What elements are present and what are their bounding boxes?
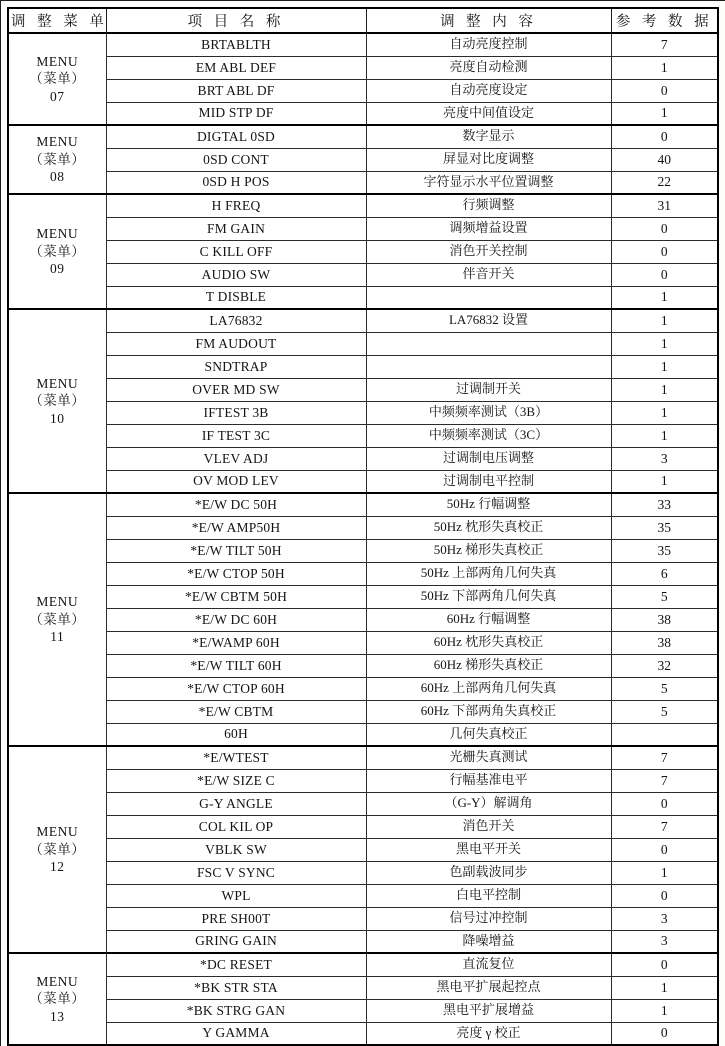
value-cell: 5 bbox=[611, 677, 718, 700]
value-cell: 0 bbox=[611, 79, 718, 102]
content-cell: 调频增益设置 bbox=[366, 217, 611, 240]
item-cell: Y GAMMA bbox=[106, 1022, 366, 1045]
menu-group-label-line: MENU bbox=[36, 594, 79, 610]
value-cell: 3 bbox=[611, 447, 718, 470]
table-row bbox=[8, 677, 718, 700]
value-cell: 33 bbox=[611, 493, 718, 516]
menu-group-label-line: 07 bbox=[50, 88, 65, 104]
content-cell: 黑电平扩展起控点 bbox=[366, 976, 611, 999]
table-row bbox=[8, 654, 718, 677]
value-cell: 1 bbox=[611, 56, 718, 79]
content-cell: 行幅基准电平 bbox=[366, 769, 611, 792]
item-cell: EM ABL DEF bbox=[106, 56, 366, 79]
content-cell: 屏显对比度调整 bbox=[366, 148, 611, 171]
value-cell: 0 bbox=[611, 884, 718, 907]
table-row bbox=[8, 1022, 718, 1045]
value-cell: 1 bbox=[611, 286, 718, 309]
adjustment-menu-table bbox=[7, 7, 719, 1046]
content-cell: 过调制开关 bbox=[366, 378, 611, 401]
table-row bbox=[8, 976, 718, 999]
table-header bbox=[8, 8, 718, 33]
table-row bbox=[8, 539, 718, 562]
table-row bbox=[8, 470, 718, 493]
scan-edge-left-line bbox=[0, 0, 1, 1046]
content-cell: 信号过冲控制 bbox=[366, 907, 611, 930]
value-cell: 0 bbox=[611, 792, 718, 815]
menu-group-cell bbox=[8, 309, 106, 493]
table-row bbox=[8, 815, 718, 838]
menu-group-cell bbox=[8, 33, 106, 125]
item-cell: *BK STR STA bbox=[106, 976, 366, 999]
menu-group-label-line: MENU bbox=[36, 375, 79, 391]
menu-group-label-line: 08 bbox=[50, 169, 65, 185]
item-cell: PRE SH00T bbox=[106, 907, 366, 930]
content-cell: 亮度自动检测 bbox=[366, 56, 611, 79]
item-cell: *E/W CBTM bbox=[106, 700, 366, 723]
item-cell: IF TEST 3C bbox=[106, 424, 366, 447]
menu-group-label-line: MENU bbox=[36, 134, 79, 150]
menu-group-label-line: （菜单） bbox=[29, 393, 86, 409]
table-row bbox=[8, 332, 718, 355]
column-header-adjust-content: 调 整 内 容 bbox=[366, 8, 611, 33]
scan-edge-top-line bbox=[0, 0, 725, 1]
table-row bbox=[8, 930, 718, 953]
item-cell: 0SD H POS bbox=[106, 171, 366, 194]
table-row bbox=[8, 401, 718, 424]
item-cell: C KILL OFF bbox=[106, 240, 366, 263]
content-cell: 50Hz 梯形失真校正 bbox=[366, 539, 611, 562]
value-cell: 32 bbox=[611, 654, 718, 677]
table-row bbox=[8, 838, 718, 861]
item-cell: FM AUDOUT bbox=[106, 332, 366, 355]
content-cell: 60Hz 梯形失真校正 bbox=[366, 654, 611, 677]
content-cell: 60Hz 下部两角失真校正 bbox=[366, 700, 611, 723]
menu-group-cell bbox=[8, 746, 106, 953]
value-cell: 0 bbox=[611, 838, 718, 861]
value-cell: 0 bbox=[611, 240, 718, 263]
item-cell: *E/W CTOP 60H bbox=[106, 677, 366, 700]
item-cell: G-Y ANGLE bbox=[106, 792, 366, 815]
value-cell: 1 bbox=[611, 861, 718, 884]
content-cell: 光栅失真测试 bbox=[366, 746, 611, 769]
item-cell: 60H bbox=[106, 723, 366, 746]
menu-group-label-line: （菜单） bbox=[29, 611, 86, 627]
content-cell: 消色开关控制 bbox=[366, 240, 611, 263]
content-cell: （G-Y）解调角 bbox=[366, 792, 611, 815]
table-row bbox=[8, 861, 718, 884]
menu-group-label-line: （菜单） bbox=[29, 841, 86, 857]
table-row bbox=[8, 56, 718, 79]
content-cell: 数字显示 bbox=[366, 125, 611, 148]
item-cell: *E/W CBTM 50H bbox=[106, 585, 366, 608]
table-row bbox=[8, 424, 718, 447]
item-cell: LA76832 bbox=[106, 309, 366, 332]
item-cell: COL KIL OP bbox=[106, 815, 366, 838]
item-cell: BRTABLTH bbox=[106, 33, 366, 56]
value-cell: 40 bbox=[611, 148, 718, 171]
table-row bbox=[8, 608, 718, 631]
menu-group-cell bbox=[8, 194, 106, 309]
table-row bbox=[8, 102, 718, 125]
table-row bbox=[8, 907, 718, 930]
table-row bbox=[8, 378, 718, 401]
table-body bbox=[8, 33, 718, 1045]
content-cell: 60Hz 枕形失真校正 bbox=[366, 631, 611, 654]
content-cell: LA76832 设置 bbox=[366, 309, 611, 332]
table-row bbox=[8, 884, 718, 907]
table-row bbox=[8, 516, 718, 539]
column-header-reference-data: 参 考 数 据 bbox=[611, 8, 718, 33]
item-cell: *E/W CTOP 50H bbox=[106, 562, 366, 585]
header-row bbox=[8, 8, 718, 33]
menu-group-label-line: 10 bbox=[50, 410, 65, 426]
menu-group-label-line: MENU bbox=[36, 226, 79, 242]
item-cell: *E/WTEST bbox=[106, 746, 366, 769]
content-cell: 过调制电平控制 bbox=[366, 470, 611, 493]
content-cell: 50Hz 行幅调整 bbox=[366, 493, 611, 516]
item-cell: VBLK SW bbox=[106, 838, 366, 861]
content-cell bbox=[366, 286, 611, 309]
value-cell: 22 bbox=[611, 171, 718, 194]
table-row bbox=[8, 33, 718, 56]
content-cell bbox=[366, 332, 611, 355]
table-row bbox=[8, 999, 718, 1022]
table-row bbox=[8, 217, 718, 240]
item-cell: *DC RESET bbox=[106, 953, 366, 976]
value-cell: 1 bbox=[611, 309, 718, 332]
value-cell: 0 bbox=[611, 217, 718, 240]
menu-group-label-line: 09 bbox=[50, 261, 65, 277]
item-cell: VLEV ADJ bbox=[106, 447, 366, 470]
value-cell: 35 bbox=[611, 516, 718, 539]
menu-group-label-line: 12 bbox=[50, 859, 65, 875]
menu-group-label-line: （菜单） bbox=[29, 991, 86, 1007]
content-cell: 黑电平开关 bbox=[366, 838, 611, 861]
content-cell: 自动亮度设定 bbox=[366, 79, 611, 102]
item-cell: MID STP DF bbox=[106, 102, 366, 125]
table-row bbox=[8, 631, 718, 654]
menu-group-label-line: MENU bbox=[36, 824, 79, 840]
item-cell: FSC V SYNC bbox=[106, 861, 366, 884]
table-row bbox=[8, 263, 718, 286]
item-cell: H FREQ bbox=[106, 194, 366, 217]
table-row bbox=[8, 792, 718, 815]
value-cell: 5 bbox=[611, 700, 718, 723]
table-row bbox=[8, 562, 718, 585]
table-row bbox=[8, 355, 718, 378]
table-row bbox=[8, 125, 718, 148]
table-row bbox=[8, 493, 718, 516]
value-cell: 1 bbox=[611, 102, 718, 125]
content-cell: 中频频率测试（3C） bbox=[366, 424, 611, 447]
item-cell: *E/W SIZE C bbox=[106, 769, 366, 792]
value-cell: 7 bbox=[611, 815, 718, 838]
content-cell: 亮度 γ 校正 bbox=[366, 1022, 611, 1045]
value-cell: 1 bbox=[611, 470, 718, 493]
table-row bbox=[8, 447, 718, 470]
item-cell: *E/W TILT 60H bbox=[106, 654, 366, 677]
item-cell: FM GAIN bbox=[106, 217, 366, 240]
content-cell: 50Hz 上部两角几何失真 bbox=[366, 562, 611, 585]
table-row bbox=[8, 171, 718, 194]
menu-group-label-line: 13 bbox=[50, 1008, 65, 1024]
item-cell: AUDIO SW bbox=[106, 263, 366, 286]
content-cell: 白电平控制 bbox=[366, 884, 611, 907]
content-cell: 自动亮度控制 bbox=[366, 33, 611, 56]
value-cell bbox=[611, 723, 718, 746]
item-cell: *BK STRG GAN bbox=[106, 999, 366, 1022]
table-row bbox=[8, 79, 718, 102]
menu-group-cell bbox=[8, 953, 106, 1045]
value-cell: 38 bbox=[611, 608, 718, 631]
item-cell: OVER MD SW bbox=[106, 378, 366, 401]
content-cell bbox=[366, 355, 611, 378]
value-cell: 31 bbox=[611, 194, 718, 217]
item-cell: 0SD CONT bbox=[106, 148, 366, 171]
value-cell: 7 bbox=[611, 769, 718, 792]
menu-group-label-line: （菜单） bbox=[29, 151, 86, 167]
value-cell: 0 bbox=[611, 1022, 718, 1045]
table-row bbox=[8, 769, 718, 792]
value-cell: 7 bbox=[611, 746, 718, 769]
table-row bbox=[8, 746, 718, 769]
table-row bbox=[8, 585, 718, 608]
menu-group-label-line: MENU bbox=[36, 973, 79, 989]
item-cell: *E/W DC 60H bbox=[106, 608, 366, 631]
value-cell: 6 bbox=[611, 562, 718, 585]
content-cell: 伴音开关 bbox=[366, 263, 611, 286]
content-cell: 50Hz 枕形失真校正 bbox=[366, 516, 611, 539]
value-cell: 1 bbox=[611, 976, 718, 999]
value-cell: 0 bbox=[611, 263, 718, 286]
value-cell: 1 bbox=[611, 401, 718, 424]
table-row bbox=[8, 148, 718, 171]
content-cell: 降噪增益 bbox=[366, 930, 611, 953]
value-cell: 3 bbox=[611, 930, 718, 953]
content-cell: 60Hz 上部两角几何失真 bbox=[366, 677, 611, 700]
menu-group-cell bbox=[8, 493, 106, 746]
item-cell: OV MOD LEV bbox=[106, 470, 366, 493]
content-cell: 60Hz 行幅调整 bbox=[366, 608, 611, 631]
value-cell: 1 bbox=[611, 332, 718, 355]
value-cell: 0 bbox=[611, 125, 718, 148]
table-row bbox=[8, 953, 718, 976]
item-cell: *E/W DC 50H bbox=[106, 493, 366, 516]
menu-group-cell bbox=[8, 125, 106, 194]
item-cell: DIGTAL 0SD bbox=[106, 125, 366, 148]
value-cell: 0 bbox=[611, 953, 718, 976]
item-cell: SNDTRAP bbox=[106, 355, 366, 378]
item-cell: *E/W TILT 50H bbox=[106, 539, 366, 562]
column-header-adjust-menu: 调 整 菜 单 bbox=[8, 8, 106, 33]
content-cell: 亮度中间值设定 bbox=[366, 102, 611, 125]
menu-group-label-line: （菜单） bbox=[29, 243, 86, 259]
content-cell: 中频频率测试（3B） bbox=[366, 401, 611, 424]
menu-group-label-line: MENU bbox=[36, 53, 79, 69]
menu-group-label-line: （菜单） bbox=[29, 71, 86, 87]
table-row bbox=[8, 240, 718, 263]
value-cell: 38 bbox=[611, 631, 718, 654]
table-row bbox=[8, 286, 718, 309]
value-cell: 1 bbox=[611, 999, 718, 1022]
value-cell: 1 bbox=[611, 355, 718, 378]
table-row bbox=[8, 723, 718, 746]
item-cell: WPL bbox=[106, 884, 366, 907]
item-cell: *E/WAMP 60H bbox=[106, 631, 366, 654]
value-cell: 3 bbox=[611, 907, 718, 930]
item-cell: BRT ABL DF bbox=[106, 79, 366, 102]
table-row bbox=[8, 194, 718, 217]
content-cell: 消色开关 bbox=[366, 815, 611, 838]
column-header-item-name: 项 目 名 称 bbox=[106, 8, 366, 33]
content-cell: 直流复位 bbox=[366, 953, 611, 976]
menu-group-label-line: 11 bbox=[50, 629, 65, 645]
value-cell: 1 bbox=[611, 424, 718, 447]
value-cell: 7 bbox=[611, 33, 718, 56]
item-cell: T DISBLE bbox=[106, 286, 366, 309]
value-cell: 35 bbox=[611, 539, 718, 562]
value-cell: 5 bbox=[611, 585, 718, 608]
item-cell: IFTEST 3B bbox=[106, 401, 366, 424]
content-cell: 过调制电压调整 bbox=[366, 447, 611, 470]
value-cell: 1 bbox=[611, 378, 718, 401]
item-cell: GRING GAIN bbox=[106, 930, 366, 953]
content-cell: 几何失真校正 bbox=[366, 723, 611, 746]
content-cell: 色副载波同步 bbox=[366, 861, 611, 884]
content-cell: 黑电平扩展增益 bbox=[366, 999, 611, 1022]
content-cell: 行频调整 bbox=[366, 194, 611, 217]
content-cell: 50Hz 下部两角几何失真 bbox=[366, 585, 611, 608]
table-row bbox=[8, 309, 718, 332]
table-row bbox=[8, 700, 718, 723]
content-cell: 字符显示水平位置调整 bbox=[366, 171, 611, 194]
item-cell: *E/W AMP50H bbox=[106, 516, 366, 539]
